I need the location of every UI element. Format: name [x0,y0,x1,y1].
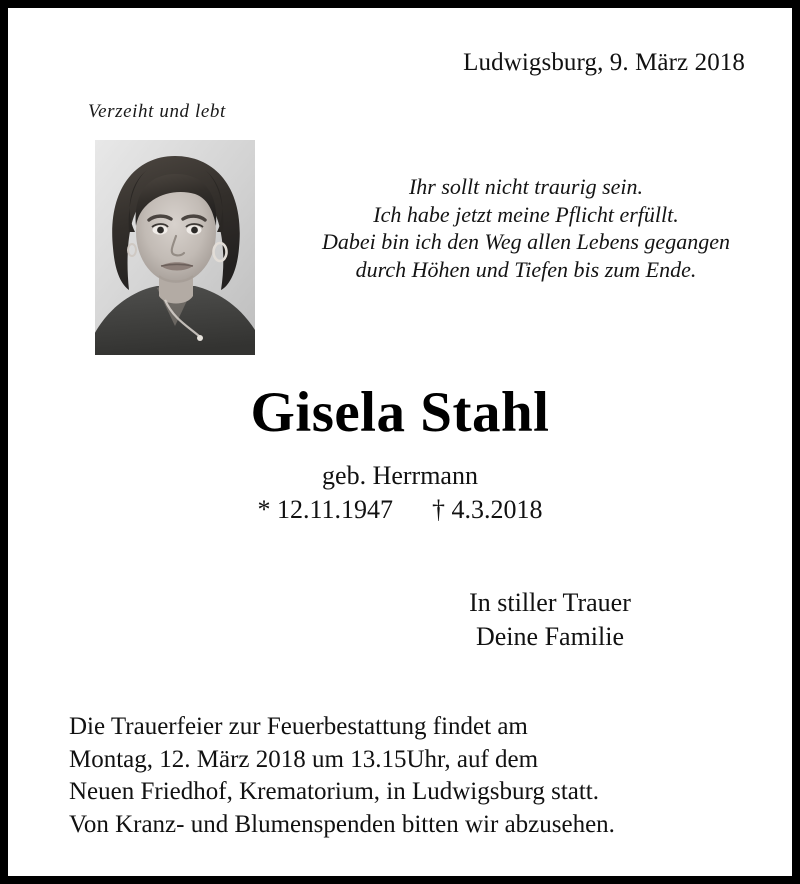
details-line-4: Von Kranz- und Blumenspenden bitten wir abzusehen. [69,810,615,838]
death-date: 4.3.2018 [451,495,543,524]
mourners-inner [469,586,631,654]
verse-block [283,173,769,283]
birth-symbol: * [257,495,271,524]
life-dates [8,497,792,523]
mourners-line-1: In stiller Trauer [469,588,631,617]
photo-caption: Verzeiht und lebt [88,101,226,122]
death-symbol: † [432,495,446,524]
funeral-details [69,711,760,841]
verse-line-3: Dabei bin ich den Weg allen Lebens gegangen [322,229,730,254]
notice-paper [8,8,792,876]
portrait-photo [95,140,255,355]
portrait-photo-image [95,140,255,355]
verse-line-2: Ich habe jetzt meine Pflicht erfüllt. [373,201,679,227]
verse-line-4: durch Höhen und Tiefen bis zum Ende. [355,256,697,282]
deceased-name: Gisela Stahl [250,381,550,444]
birth-date: 12.11.1947 [276,495,394,524]
place-and-date: Ludwigsburg, 9. März 2018 [463,49,745,76]
details-line-1: Die Trauerfeier zur Feuerbestattung findet am [69,713,528,740]
verse-line-1: Ihr sollt nicht traurig sein. [408,174,644,199]
maiden-name: geb. Herrmann [322,461,478,490]
details-line-2: Montag, 12. März 2018 um 13.15Uhr, auf dem [69,745,539,773]
mourners-block [8,586,792,654]
mourners-line-2: Deine Familie [475,622,624,651]
details-line-3: Neuen Friedhof, Krematorium, in Ludwigsburg statt. [69,778,600,805]
